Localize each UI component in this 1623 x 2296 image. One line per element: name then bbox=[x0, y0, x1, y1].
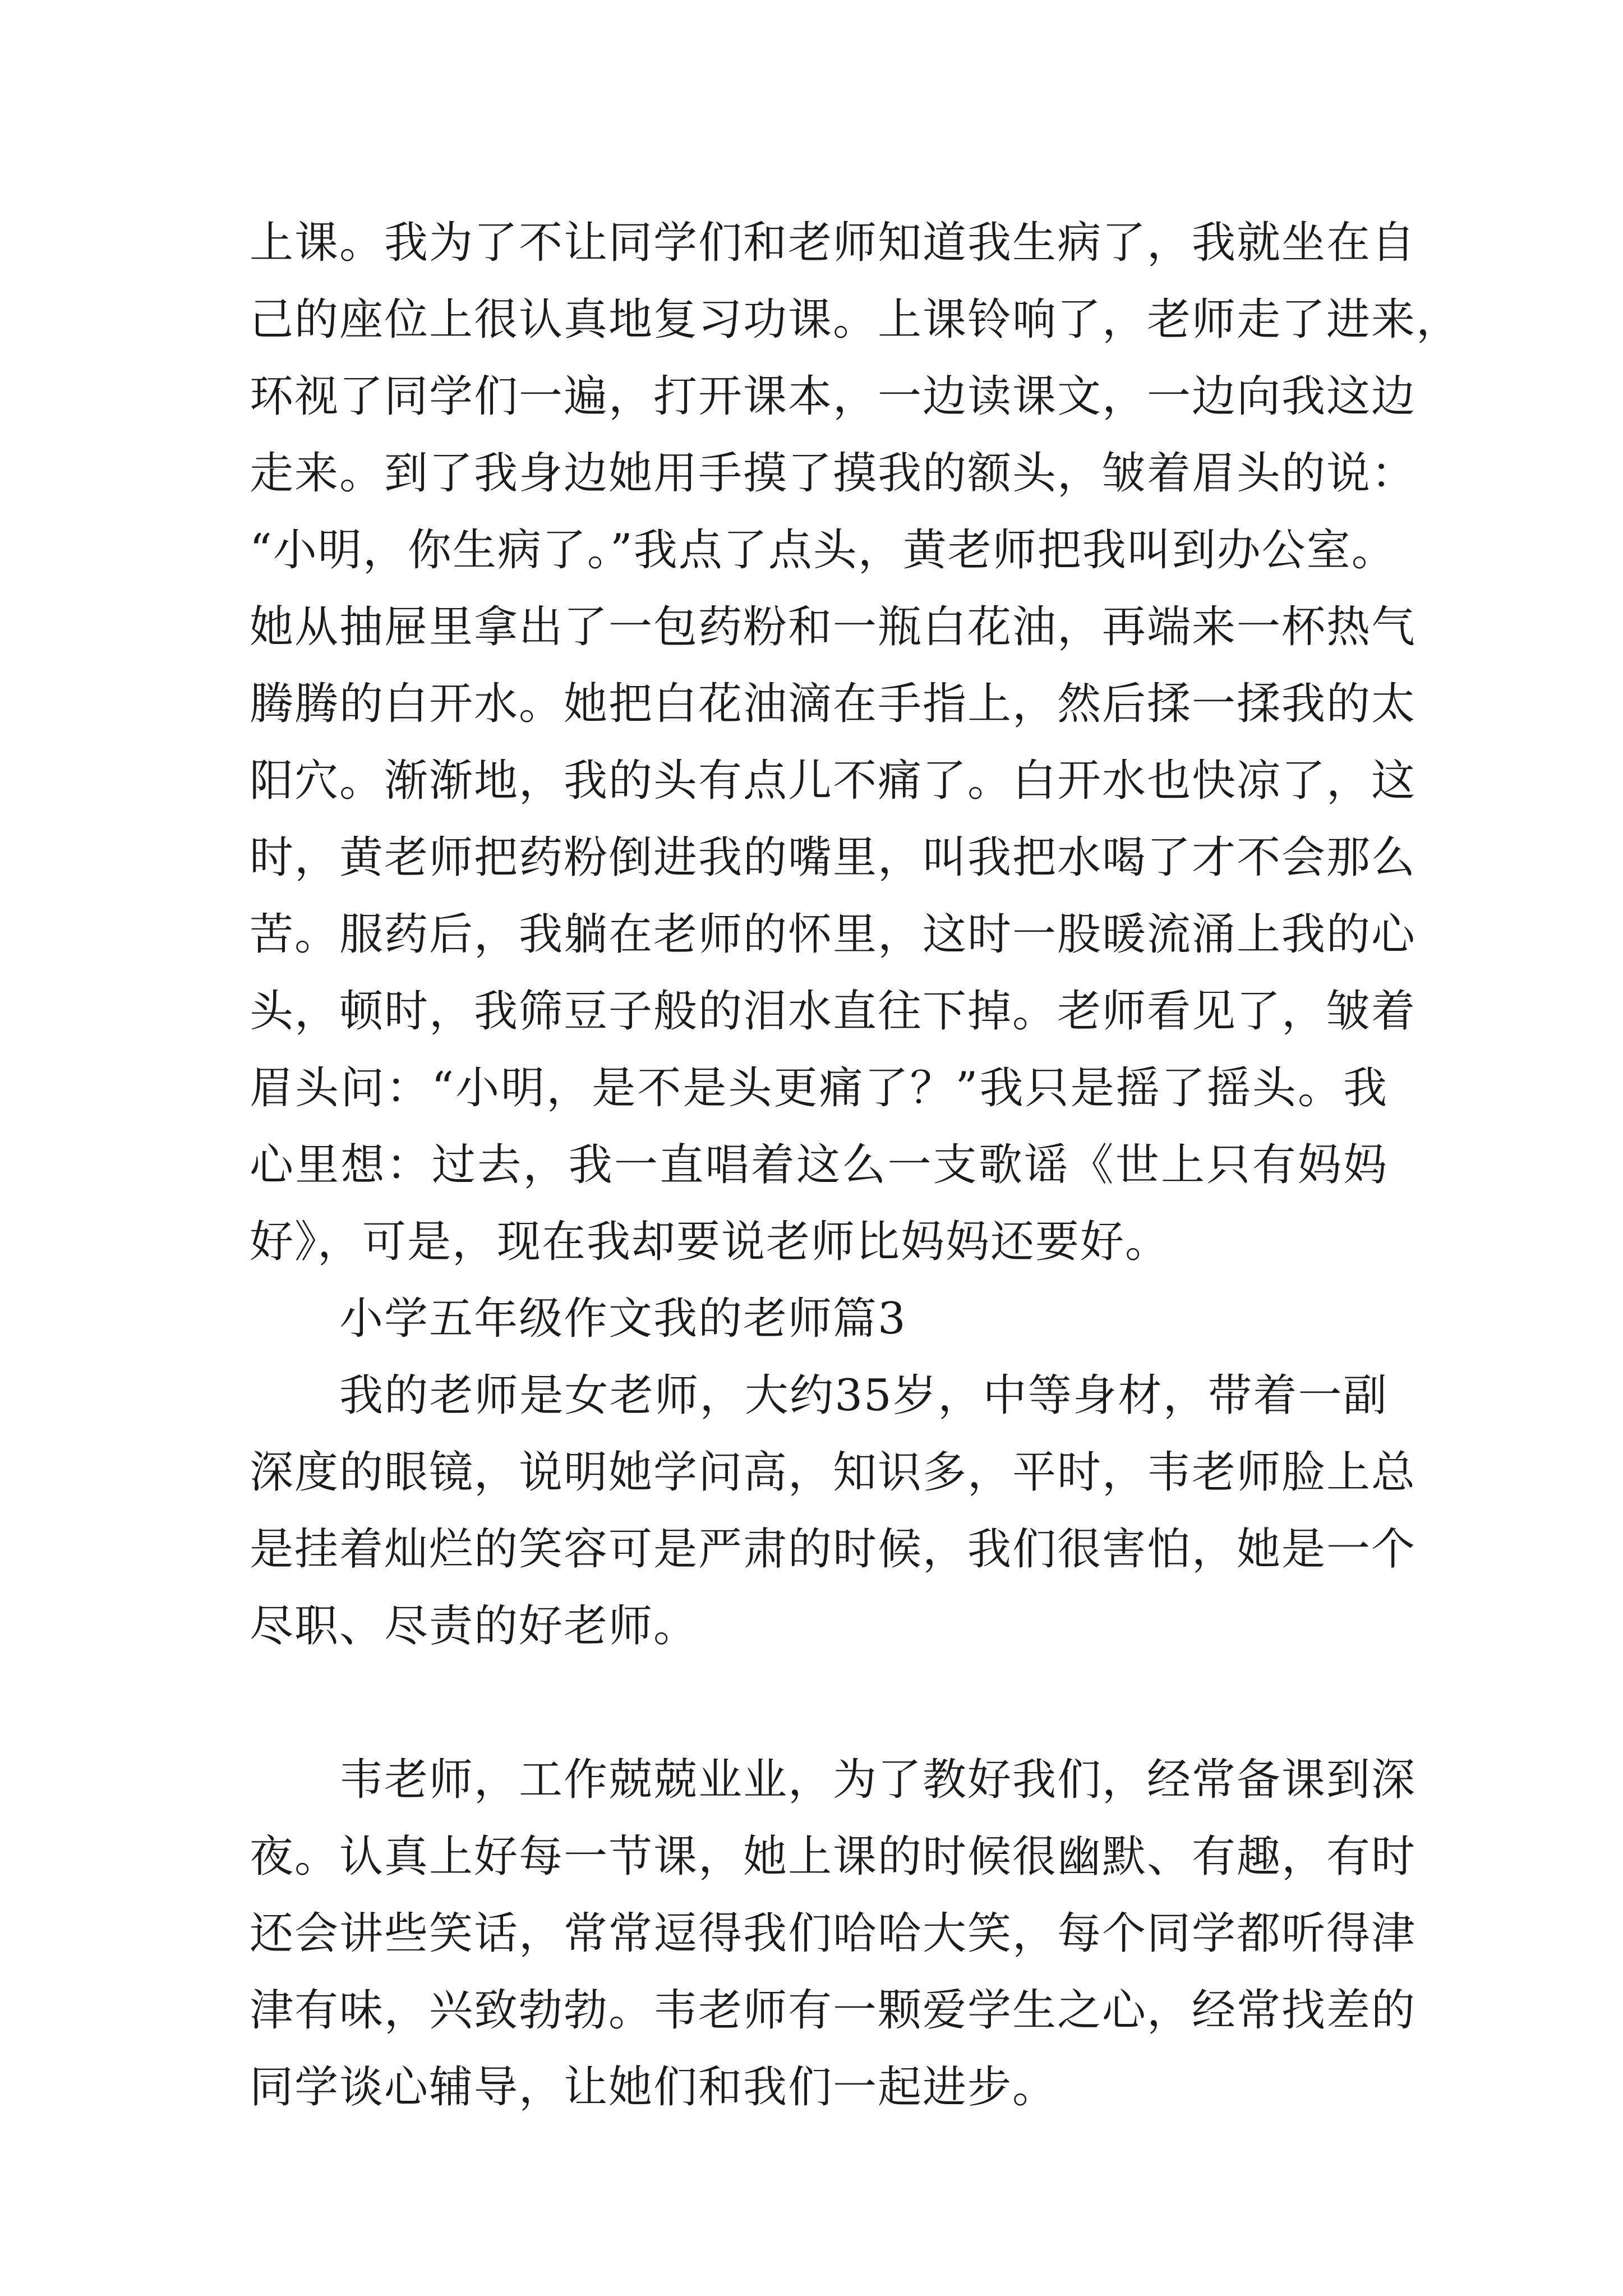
text-line: “小明，你生病了。”我点了点头，黄老师把我叫到办公室。 bbox=[250, 525, 1396, 576]
text-line: 好》，可是，现在我却要说老师比妈妈还要好。 bbox=[250, 1217, 1170, 1267]
paragraph-spacer bbox=[250, 1665, 1388, 1742]
document-body bbox=[250, 205, 1461, 2126]
text-line: 津有味，兴致勃勃。韦老师有一颗爱学生之心，经常找差的 bbox=[250, 1985, 1417, 2036]
text-line: 心里想：过去，我一直唱着这么一支歌谣《世上只有妈妈 bbox=[250, 1140, 1388, 1190]
text-line: 她从抽屉里拿出了一包药粉和一瓶白花油，再端来一杯热气 bbox=[250, 602, 1417, 652]
text-line: 时，黄老师把药粉倒进我的嘴里，叫我把水喝了才不会那么 bbox=[250, 832, 1417, 883]
paragraph-1 bbox=[250, 205, 1461, 1281]
text-line: 是挂着灿烂的笑容可是严肃的时候，我们很害怕，她是一个 bbox=[250, 1524, 1417, 1575]
text-line: 腾腾的白开水。她把白花油滴在手指上，然后揉一揉我的太 bbox=[250, 679, 1417, 729]
paragraph-2 bbox=[250, 1358, 1417, 1665]
text-line: 头，顿时，我筛豆子般的泪水直往下掉。老师看见了，皱着 bbox=[250, 986, 1417, 1037]
text-line: 深度的眼镜，说明她学问高，知识多，平时，韦老师脸上总 bbox=[250, 1447, 1417, 1498]
text-line: 己的座位上很认真地复习功课。上课铃响了，老师走了进来， bbox=[250, 295, 1461, 345]
paragraph-3 bbox=[250, 1742, 1417, 2126]
section-heading: 小学五年级作文我的老师篇3 bbox=[339, 1294, 907, 1344]
text-line: 尽职、尽责的好老师。 bbox=[250, 1601, 699, 1651]
text-line: 苦。服药后，我躺在老师的怀里，这时一股暖流涌上我的心 bbox=[250, 909, 1417, 960]
text-line: 走来。到了我身边她用手摸了摸我的额头，皱着眉头的说： bbox=[250, 448, 1417, 499]
text-line: 环视了同学们一遍，打开课本，一边读课文，一边向我这边 bbox=[250, 371, 1417, 422]
text-line: 同学谈心辅导，让她们和我们一起进步。 bbox=[250, 2062, 1058, 2113]
text-line: 韦老师，工作兢兢业业，为了教好我们，经常备课到深 bbox=[339, 1755, 1417, 1805]
text-line: 我的老师是女老师，大约35岁，中等身材，带着一副 bbox=[339, 1370, 1388, 1421]
text-line: 眉头问：“小明，是不是头更痛了？”我只是摇了摇头。我 bbox=[250, 1063, 1388, 1114]
text-line: 夜。认真上好每一节课，她上课的时候很幽默、有趣，有时 bbox=[250, 1832, 1417, 1882]
text-line: 上课。我为了不让同学们和老师知道我生病了，我就坐在自 bbox=[250, 218, 1417, 268]
text-line: 阳穴。渐渐地，我的头有点儿不痛了。白开水也快凉了，这 bbox=[250, 756, 1417, 806]
text-line: 还会讲些笑话，常常逗得我们哈哈大笑，每个同学都听得津 bbox=[250, 1908, 1417, 1959]
